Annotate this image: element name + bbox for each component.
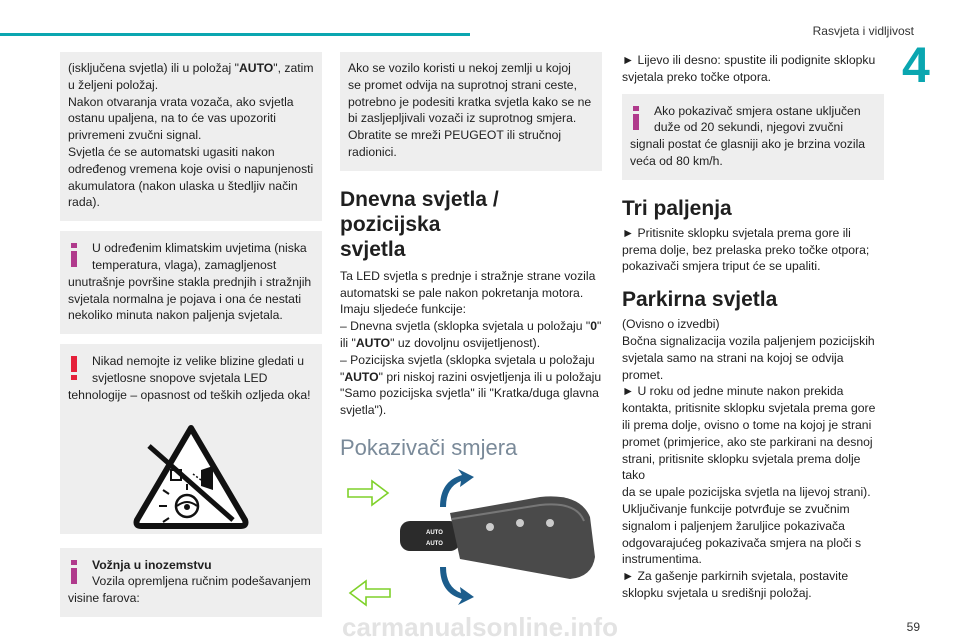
para-line: instrumentima. <box>622 552 702 567</box>
para-line: (Ovisno o izvedbi) <box>622 317 720 332</box>
para-line: promet. <box>622 367 664 382</box>
para-line: odgovarajućeg pokazivača smjera na ploči s <box>622 535 862 550</box>
note-line: U određenim klimatskim uvjetima (niska <box>92 241 307 256</box>
list-item: – Pozicijska svjetla (sklopka svjetala u položaju <box>340 352 595 367</box>
para-line: ► U roku od jedne minute nakon prekida <box>622 384 844 399</box>
abroad-continued-panel <box>340 52 602 171</box>
note-line: svjetlosne snopove svjetala LED <box>92 370 268 385</box>
note-line: veća od 80 km/h. <box>630 153 723 168</box>
note-line: unutrašnje površine stakla prednjih i stražnjih <box>68 274 312 289</box>
para-line: ► Pritisnite sklopku svjetala prema gore ili <box>622 225 851 240</box>
note-line: bi zasljepljivali vozači iz suprotnog smjera. <box>348 111 577 126</box>
eye-hazard-warning-icon <box>60 414 322 534</box>
intro-line: ostanu upaljena, na to će vas upozoriti <box>68 111 277 126</box>
list-item: svjetla"). <box>340 403 387 418</box>
para-line: Ta LED svjetla s prednje i stražnje strane vozila <box>340 268 596 283</box>
svg-text:AUTO: AUTO <box>426 529 443 536</box>
note-line: temperatura, vlaga), zamagljenost <box>92 257 277 272</box>
para-line: promet (primjerice, ako ste parkirani na desnoj <box>622 434 873 449</box>
page-number: 59 <box>906 620 920 634</box>
intro-line: akumulatora (nakon ulaska u štedljiv način <box>68 178 298 193</box>
section-title-drl: Dnevna svjetla / pozicijska svjetla <box>340 187 499 261</box>
intro-line: (isključena svjetla) ili u položaj "AUTO", zatim <box>68 61 314 75</box>
intro-line: privremeni zvučni signal. <box>68 128 202 143</box>
abroad-title: Vožnja u inozemstvu <box>92 557 212 572</box>
note-line: nekoliko minuta nakon paljenja svjetala. <box>68 308 283 323</box>
arrow-left-icon <box>350 581 390 605</box>
column-left <box>60 52 322 617</box>
note-line: potrebno je podesiti kratka svjetla kako se ne <box>348 94 592 109</box>
note-line: radionici. <box>348 144 397 159</box>
info-note-indicator <box>622 94 884 180</box>
info-icon <box>633 106 639 130</box>
note-line: se promet odvija na suprotnoj strani ceste, <box>348 77 577 92</box>
warning-icon <box>71 356 77 380</box>
light-stalk-illustration <box>400 496 595 579</box>
note-line: Ako pokazivač smjera ostane uključen <box>654 103 861 118</box>
arrow-right-icon <box>348 481 388 505</box>
para-line: automatski se pale nakon pokretanja motora. <box>340 285 584 300</box>
note-line: Obratite se mreži PEUGEOT ili stručnoj <box>348 128 562 143</box>
header-accent-bar <box>0 33 470 36</box>
section-header-title: Rasvjeta i vidljivost <box>812 24 914 38</box>
para-line: ► Lijevo ili desno: spustite ili podignite sklopku <box>622 53 876 67</box>
watermark: carmanualsonline.info <box>342 611 618 640</box>
note-line: duže od 20 sekundi, njegovi zvučni <box>654 120 844 135</box>
note-line: signali postat će glasniji ako je brzina vozila <box>630 137 866 152</box>
warning-note-led <box>60 344 322 413</box>
rotate-down-arrow-icon <box>440 567 474 605</box>
para-line: strani, pritisnite sklopku svjetala prema dolje tako <box>622 451 861 483</box>
info-icon <box>71 560 77 584</box>
three-flashes-body <box>622 225 884 275</box>
list-item: – Dnevna svjetla (sklopka svjetala u položaju "0" <box>340 319 602 334</box>
intro-line: u željeni položaj. <box>68 77 159 92</box>
chapter-number: 4 <box>902 37 930 93</box>
rotate-up-arrow-icon <box>440 469 474 507</box>
list-item: "Samo pozicijska svjetla" ili "Kratka/duga glavna <box>340 386 599 401</box>
info-note-fogging <box>60 231 322 334</box>
note-line: Nikad nemojte iz velike blizine gledati u <box>92 354 305 369</box>
section-title-indicators: Pokazivači smjera <box>340 434 518 460</box>
para-line: ► Za gašenje parkirnih svjetala, postavite <box>622 569 849 584</box>
svg-text:AUTO: AUTO <box>426 540 443 547</box>
para-line: pokazivači smjera triput će se upaliti. <box>622 259 821 274</box>
para-line: svjetala samo na strani na kojoj se odvija <box>622 350 844 365</box>
intro-line: određenog vremena koje ovisi o napunjenosti <box>68 161 314 176</box>
drl-body <box>340 268 602 419</box>
eye-hazard-figure <box>60 414 322 534</box>
info-icon <box>71 243 77 267</box>
indicator-stalk-diagram <box>340 467 602 607</box>
para-line: Bočna signalizacija vozila paljenjem pozicijskih <box>622 333 875 348</box>
para-line: signalom i paljenjem žaruljice pokazivača <box>622 518 845 533</box>
para-line: svjetala preko točke otpora. <box>622 69 772 84</box>
list-item: ili "AUTO" uz dovoljnu osvijetljenost). <box>340 335 541 350</box>
note-line: Ako se vozilo koristi u nekoj zemlji u kojoj <box>348 61 571 75</box>
note-line: visine farova: <box>68 591 140 606</box>
para-line: prema dolje, bez prelaska preko točke otpora; <box>622 242 870 257</box>
note-line: Vozila opremljena ručnim podešavanjem <box>92 574 311 589</box>
para-line: Uključivanje funkcije potvrđuje se zvučnim <box>622 501 850 516</box>
section-title-three-flashes: Tri paljenja <box>622 196 732 220</box>
note-line: svjetala normalna je pojava i ona će nestati <box>68 291 302 306</box>
para-line: sklopku svjetala u središnji položaj. <box>622 585 812 600</box>
note-line: tehnologije – opasnost od teških ozljeda oka! <box>68 387 311 402</box>
list-item: "AUTO" pri niskoj razini osvjetljenja ili u položaju <box>340 369 602 384</box>
section-title-parking-lights: Parkirna svjetla <box>622 288 778 312</box>
intro-line: Nakon otvaranja vrata vozača, ako svjetla <box>68 94 294 109</box>
indicator-intro <box>622 52 884 86</box>
column-middle <box>340 52 602 612</box>
para-line: ili prema dolje, ovisno o tome na kojoj je strani <box>622 417 872 432</box>
info-note-abroad <box>60 548 322 617</box>
column-right <box>622 52 884 602</box>
para-line: Imaju sljedeće funkcije: <box>340 302 466 317</box>
para-line: da se upale pozicijska svjetla na lijevoj strani). <box>622 485 871 500</box>
intro-panel <box>60 52 322 221</box>
intro-line: rada). <box>68 195 100 210</box>
parking-lights-body <box>622 316 884 602</box>
intro-line: Svjetla će se automatski ugasiti nakon <box>68 144 275 159</box>
para-line: kontakta, pritisnite sklopku svjetala prema gore <box>622 401 876 416</box>
